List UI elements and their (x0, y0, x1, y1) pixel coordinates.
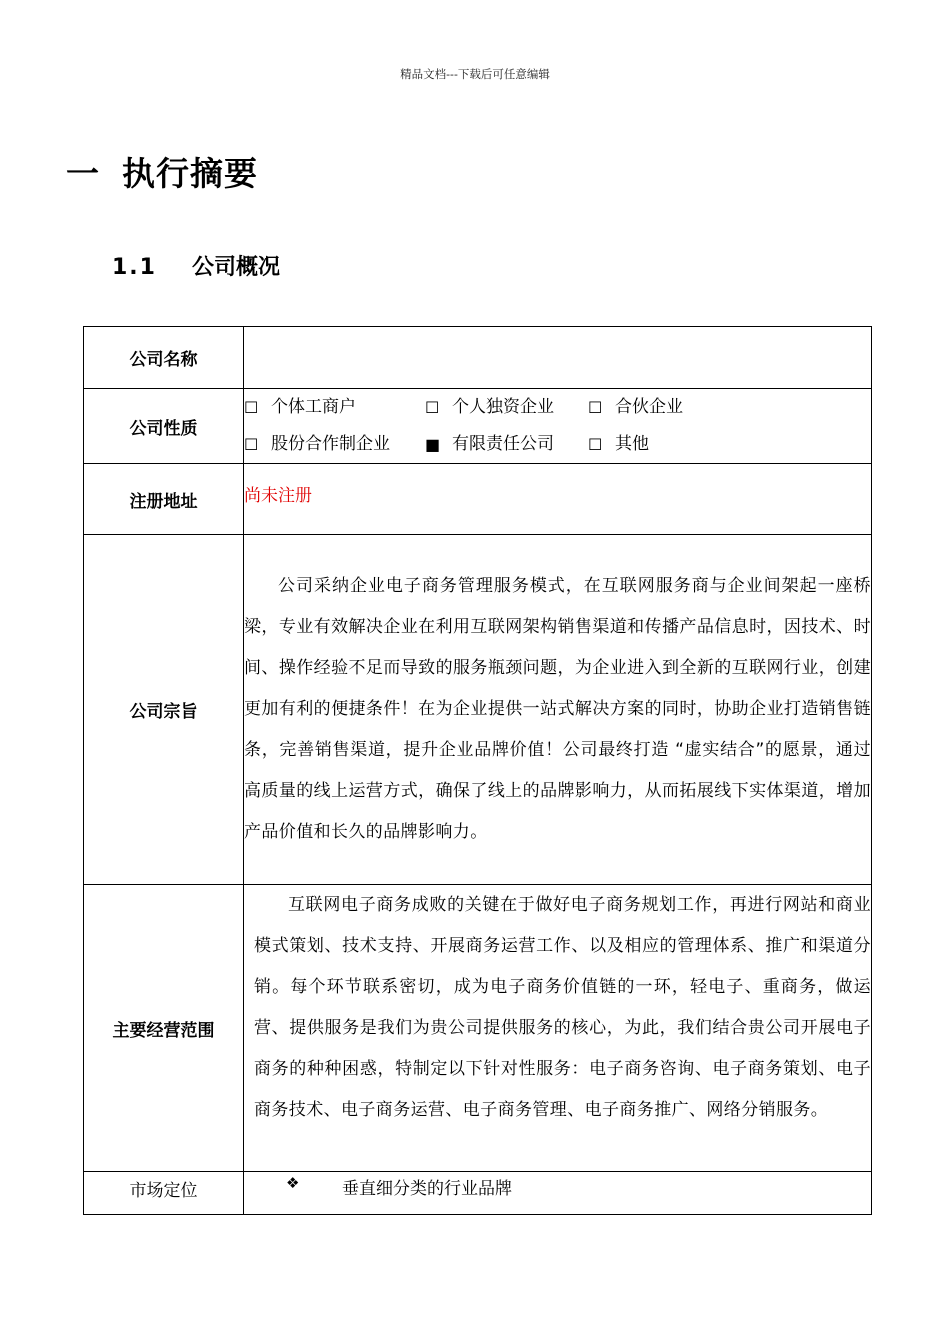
checkbox-empty-icon: ☐ (588, 435, 603, 454)
option-label: 个人独资企业 (452, 397, 554, 417)
checkbox-empty-icon: ☐ (244, 398, 259, 417)
aim-label: 公司宗旨 (84, 535, 244, 885)
scope-cell (244, 885, 872, 1172)
company-name-row (84, 327, 872, 389)
scope-row (84, 885, 872, 1172)
company-type-label: 公司性质 (84, 389, 244, 464)
subsection-heading (112, 250, 280, 281)
option-limited-liability[interactable] (425, 426, 588, 463)
address-label: 注册地址 (84, 464, 244, 535)
section-heading (66, 148, 258, 195)
page-header-note: 精品文档---下载后可任意编辑 (400, 67, 550, 81)
company-name-value (244, 327, 872, 389)
company-type-options (244, 389, 872, 464)
checkbox-empty-icon: ☐ (244, 435, 259, 454)
diamond-bullet-icon: ❖ (286, 1174, 300, 1192)
option-label: 有限责任公司 (452, 434, 554, 454)
company-type-line-2 (244, 426, 871, 463)
option-joint-stock-cooperative[interactable] (244, 426, 425, 463)
subsection-title: 公司概况 (192, 255, 281, 280)
company-name-label: 公司名称 (84, 327, 244, 389)
option-sole-proprietorship[interactable] (425, 389, 588, 426)
market-row (84, 1172, 872, 1215)
aim-row (84, 535, 872, 885)
company-type-line-1 (244, 389, 871, 426)
scope-text: 互联网电子商务成败的关键在于做好电子商务规划工作，再进行网站和商业模式策划、技术支持、开展商务运营工作、以及相应的管理体系、推广和渠道分销。每个环节联系密切，成为电子商务价值链的一环，轻电子、重商务，做运营、提供服务是我们为贵公司提供服务的核心，为此，我们结合贵公司开展电子商务的种种困惑，特制定以下针对性服务：电子商务咨询、电子商务策划、电子商务技术、电子商务运营、电子商务管理、电子商务推广、网络分销服务。 (254, 895, 871, 1120)
checkbox-checked-icon: ■ (425, 435, 441, 454)
market-item-text: 垂直细分类的行业品牌 (342, 1179, 512, 1199)
checkbox-empty-icon: ☐ (588, 398, 603, 417)
aim-text: 公司采纳企业电子商务管理服务模式，在互联网服务商与企业间架起一座桥梁，专业有效解决企业在利用互联网架构销售渠道和传播产品信息时，因技术、时间、操作经验不足而导致的服务瓶颈问题，为企业进入到全新的互联网行业，创建更加有利的便捷条件！在为企业提供一站式解决方案的同时，协助企业打造销售链条，完善销售渠道，提升企业品牌价值！公司最终打造 “虚实结合”的愿景，通过高质量的线上运营方式，确保了线上的品牌影响力，从而拓展线下实体渠道，增加产品价值和长久的品牌影响力。 (244, 576, 871, 842)
option-label: 股份合作制企业 (271, 434, 390, 454)
section-number: 一 (66, 154, 100, 193)
company-type-row (84, 389, 872, 464)
address-row (84, 464, 872, 535)
aim-cell (244, 535, 872, 885)
market-label: 市场定位 (84, 1172, 244, 1215)
address-value: 尚未注册 (244, 485, 312, 506)
option-label: 个体工商户 (271, 397, 356, 417)
market-cell (244, 1172, 872, 1215)
company-overview-table (83, 326, 872, 1215)
address-cell (244, 464, 872, 535)
scope-label: 主要经营范围 (84, 885, 244, 1172)
option-label: 其他 (615, 434, 649, 454)
option-individual-business[interactable] (244, 389, 425, 426)
checkbox-empty-icon: ☐ (425, 398, 440, 417)
section-title: 执行摘要 (122, 154, 258, 193)
subsection-number: 1.1 (112, 255, 157, 280)
option-partnership[interactable] (588, 389, 683, 426)
option-label: 合伙企业 (615, 397, 683, 417)
option-other[interactable] (588, 426, 649, 463)
market-list-item (244, 1172, 871, 1199)
